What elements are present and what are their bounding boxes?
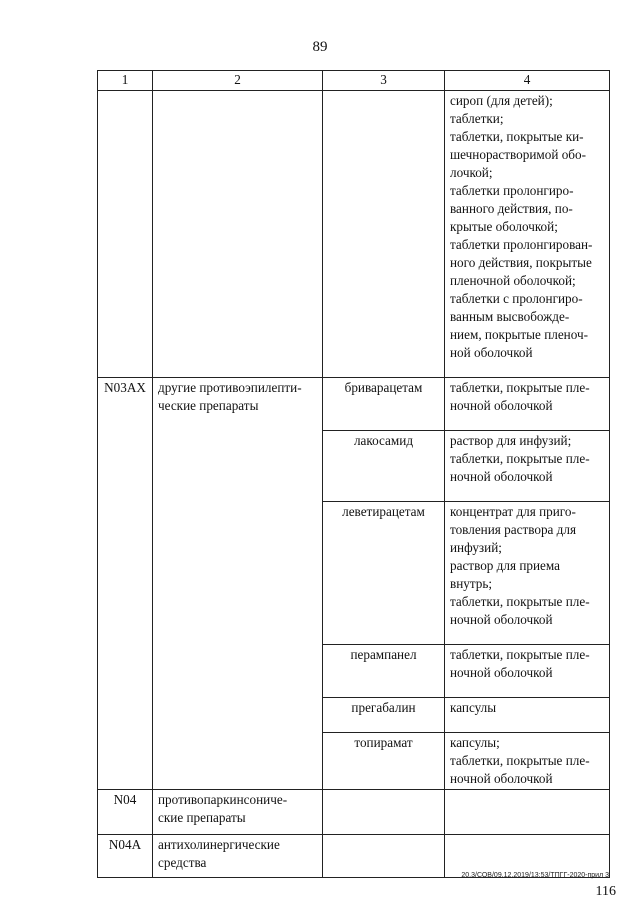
group-name-line: ские препараты: [158, 810, 246, 825]
form-line: таблетки, покрытые пле-: [450, 647, 590, 662]
form-line: лочкой;: [450, 165, 493, 180]
form-line: ночной оболочкой: [450, 665, 553, 680]
form-line: внутрь;: [450, 576, 493, 591]
cell-code: N03AX: [98, 378, 153, 790]
form-line: нием, покрытые пленоч-: [450, 327, 589, 342]
form-line: таблетки, покрытые ки-: [450, 129, 584, 144]
form-line: ночной оболочкой: [450, 469, 553, 484]
table-header-row: [98, 71, 610, 91]
header-col-1: 1: [98, 71, 153, 91]
cell-group-name: [153, 91, 323, 378]
page-number: 89: [312, 39, 328, 55]
table-row: [98, 790, 610, 835]
form-line: крытые оболочкой;: [450, 219, 558, 234]
cell-dosage-forms: [445, 431, 610, 502]
cell-group-name: [153, 378, 323, 790]
group-name-line: ческие препараты: [158, 398, 259, 413]
form-line: ночной оболочкой: [450, 612, 553, 627]
form-line: таблетки с пролонгиро-: [450, 291, 583, 306]
form-line: ночной оболочкой: [450, 771, 553, 786]
form-line: ночной оболочкой: [450, 398, 553, 413]
cell-drug-name: перампанел: [323, 645, 445, 698]
form-line: таблетки, покрытые пле-: [450, 451, 590, 466]
header-col-3: 3: [323, 71, 445, 91]
cell-drug-name: леветирацетам: [323, 502, 445, 645]
cell-dosage-forms: [445, 91, 610, 378]
form-line: товления раствора для: [450, 522, 577, 537]
form-line: ного действия, покрытые: [450, 255, 592, 270]
cell-drug-name: лакосамид: [323, 431, 445, 502]
drug-table: [97, 70, 610, 878]
form-line: сироп (для детей);: [450, 93, 553, 108]
cell-group-name: [153, 835, 323, 878]
form-line: таблетки, покрытые пле-: [450, 594, 590, 609]
form-line: шечнорастворимой обо-: [450, 147, 586, 162]
form-line: капсулы: [450, 700, 497, 715]
form-line: ванного действия, по-: [450, 201, 573, 216]
cell-dosage-forms: [445, 733, 610, 790]
form-line: раствор для инфузий;: [450, 433, 572, 448]
cell-code: N04A: [98, 835, 153, 878]
table-row: [98, 378, 610, 431]
form-line: ванным высвобожде-: [450, 309, 570, 324]
sheet-number: 116: [595, 884, 616, 899]
form-line: концентрат для приго-: [450, 504, 576, 519]
form-line: раствор для приема: [450, 558, 561, 573]
cell-drug-name: топирамат: [323, 733, 445, 790]
form-line: таблетки, покрытые пле-: [450, 380, 590, 395]
form-line: таблетки, покрытые пле-: [450, 753, 590, 768]
cell-drug-name: прегабалин: [323, 698, 445, 733]
group-name-line: другие противоэпилепти-: [158, 380, 302, 395]
group-name-line: средства: [158, 855, 207, 870]
form-line: таблетки пролонгиро-: [450, 183, 574, 198]
cell-code: N04: [98, 790, 153, 835]
table-row: [98, 91, 610, 378]
cell-drug-name: [323, 91, 445, 378]
document-code: 20.3/СОВ/09.12.2019/13:53/ТПГГ-2020-прил 3: [461, 872, 609, 879]
form-line: ной оболочкой: [450, 345, 533, 360]
header-col-4: 4: [445, 71, 610, 91]
cell-group-name: [153, 790, 323, 835]
form-line: таблетки;: [450, 111, 504, 126]
form-line: инфузий;: [450, 540, 502, 555]
form-line: капсулы;: [450, 735, 500, 750]
cell-dosage-forms: [445, 378, 610, 431]
cell-dosage-forms: [445, 790, 610, 835]
form-line: таблетки пролонгирован-: [450, 237, 593, 252]
form-line: пленочной оболочкой;: [450, 273, 576, 288]
cell-drug-name: [323, 790, 445, 835]
cell-dosage-forms: [445, 502, 610, 645]
cell-drug-name: бриварацетам: [323, 378, 445, 431]
cell-code: [98, 91, 153, 378]
header-col-2: 2: [153, 71, 323, 91]
cell-dosage-forms: [445, 698, 610, 733]
cell-drug-name: [323, 835, 445, 878]
cell-dosage-forms: [445, 645, 610, 698]
group-name-line: противопаркинсониче-: [158, 792, 288, 807]
group-name-line: антихолинергические: [158, 837, 280, 852]
